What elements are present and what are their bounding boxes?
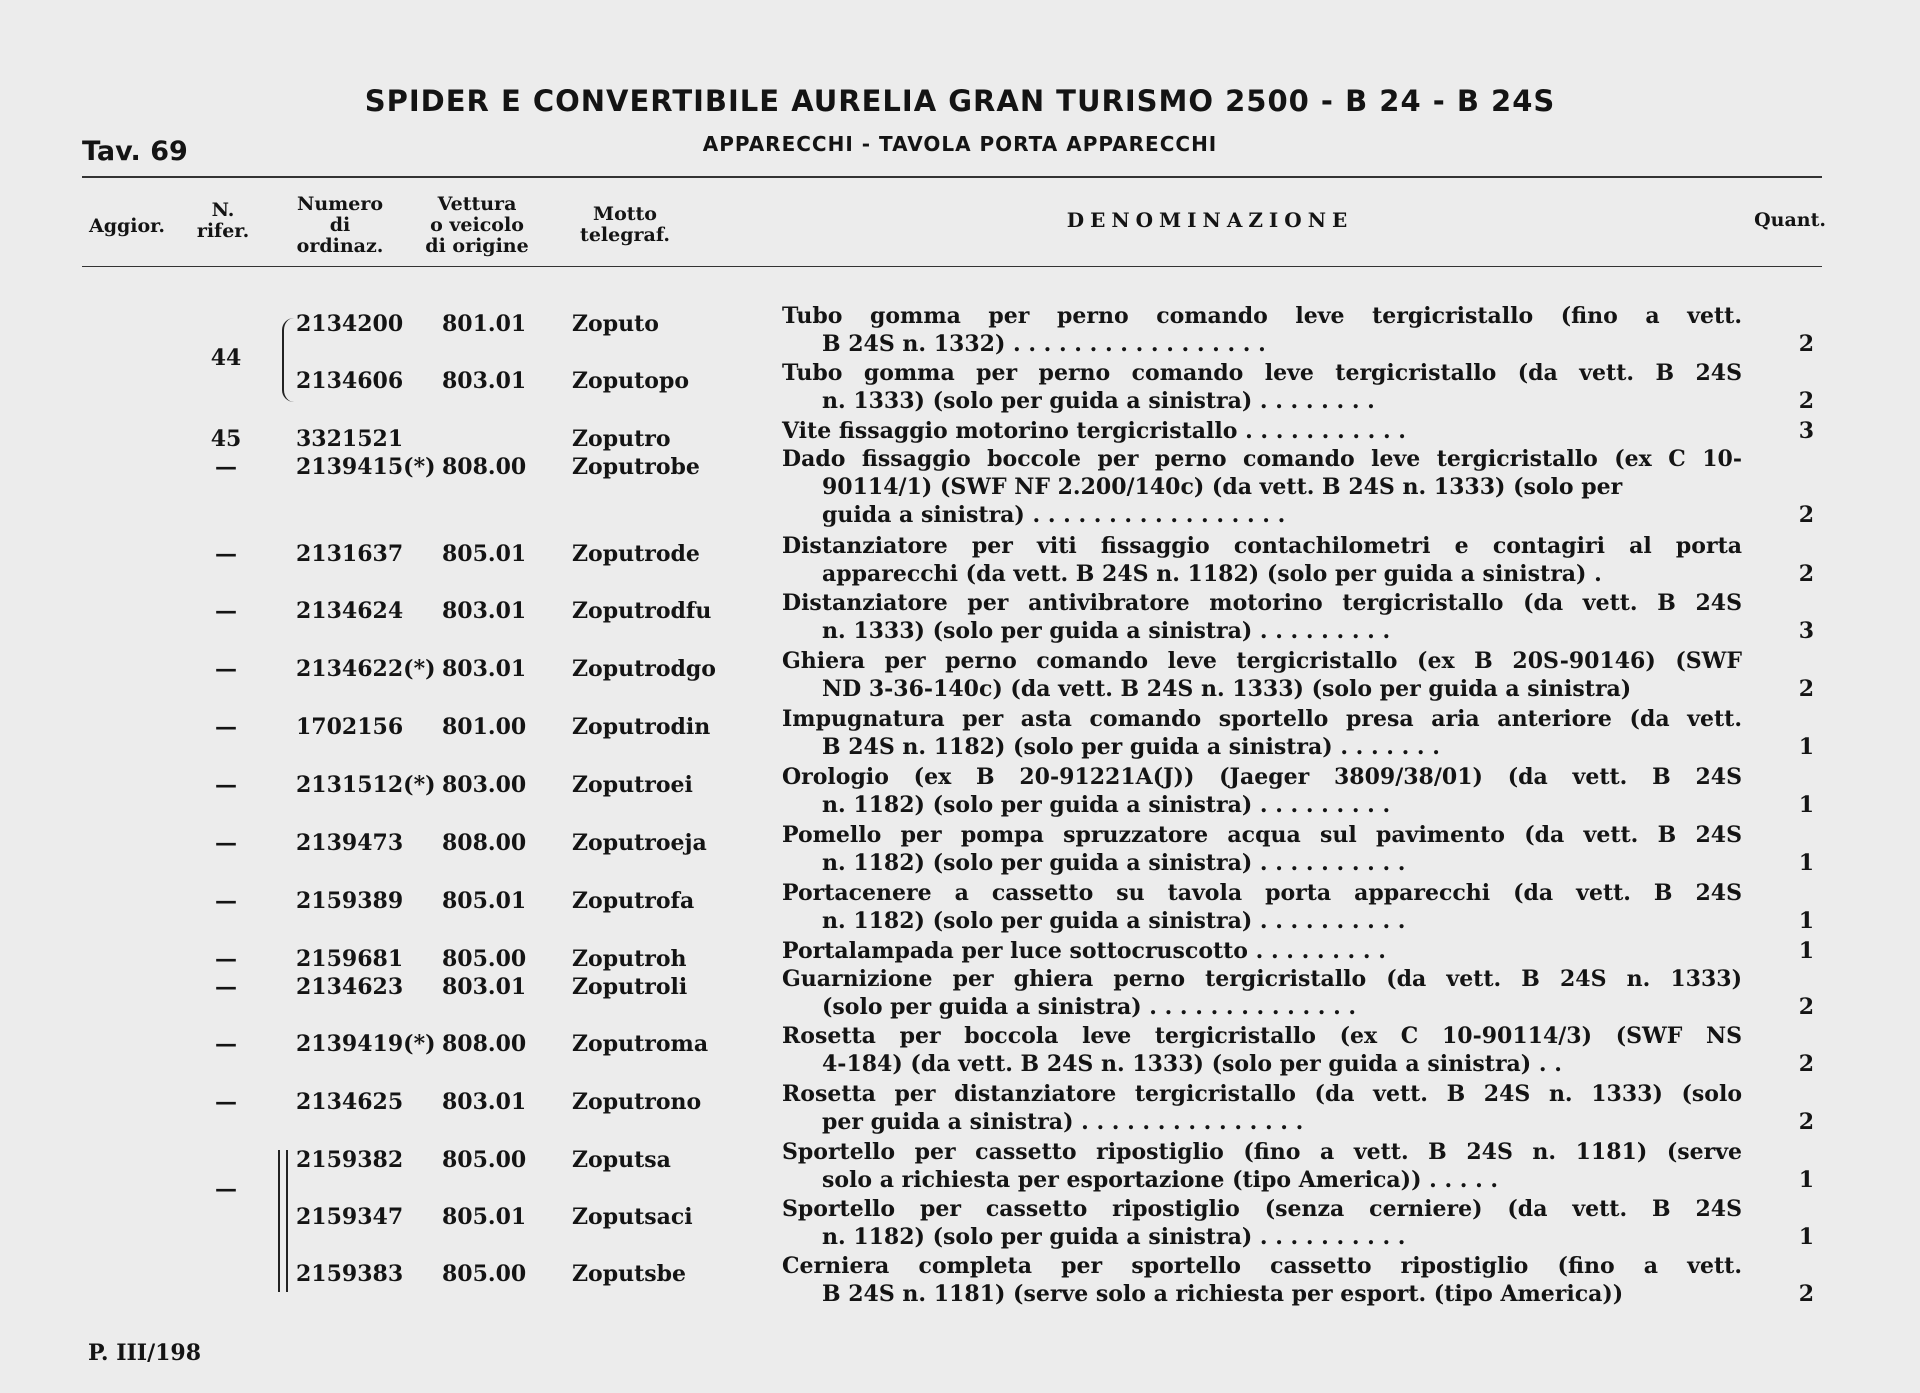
order-number: 3321521 [296, 426, 404, 452]
description-line: Cerniera completa per sportello cassetto ripostiglio (fino a vett. [782, 1253, 1742, 1279]
page-title: SPIDER E CONVERTIBILE AURELIA GRAN TURISMO 2500 - B 24 - B 24S [364, 84, 1556, 118]
ref-number: — [215, 974, 237, 1000]
vehicle-origin: 803.01 [442, 656, 527, 682]
ref-number: — [215, 888, 237, 914]
ref-number: — [215, 656, 237, 682]
ref-number: — [215, 772, 237, 798]
vehicle-origin: 805.00 [442, 1147, 527, 1173]
quantity: 2 [1798, 1281, 1814, 1307]
order-number: 2134200 [296, 311, 404, 337]
ref-number: — [215, 1031, 237, 1057]
group-brace-44 [282, 318, 294, 402]
ref-number: — [215, 1176, 237, 1202]
vehicle-origin: 805.00 [442, 946, 527, 972]
quantity: 2 [1798, 1109, 1814, 1135]
telegraph-code: Zoputrobe [572, 454, 700, 480]
vehicle-origin: 801.01 [442, 311, 527, 337]
order-number: 1702156 [296, 714, 404, 740]
description-line: Tubo gomma per perno comando leve tergicristallo (da vett. B 24S [782, 360, 1742, 386]
ref-number: — [215, 714, 237, 740]
quantity: 1 [1798, 850, 1814, 876]
vehicle-origin: 803.01 [442, 974, 527, 1000]
quantity: 2 [1798, 502, 1814, 528]
description-line: B 24S n. 1181) (serve solo a richiesta per esport. (tipo America)) [822, 1281, 1624, 1307]
part-description [782, 1252, 1742, 1308]
telegraph-code: Zoputroeja [572, 830, 707, 856]
order-number: 2134624 [296, 598, 404, 624]
telegraph-code: Zoputsa [572, 1147, 671, 1173]
description-line: Ghiera per perno comando leve tergicristallo (ex B 20S-90146) (SWF [782, 648, 1742, 674]
vehicle-origin: 801.00 [442, 714, 527, 740]
quantity: 2 [1798, 388, 1814, 414]
vehicle-origin: 808.00 [442, 454, 527, 480]
description-line: Rosetta per distanziatore tergicristallo (da vett. B 24S n. 1333) (solo [782, 1081, 1742, 1107]
quantity: 3 [1798, 618, 1814, 644]
telegraph-code: Zoputro [572, 426, 671, 452]
ref-number: — [215, 454, 237, 480]
description-line: Impugnatura per asta comando sportello presa aria anteriore (da vett. [782, 706, 1742, 732]
telegraph-code: Zoputsaci [572, 1204, 693, 1230]
description-line: B 24S n. 1182) (solo per guida a sinistra) . . . . . . . [822, 734, 1440, 760]
part-description [782, 879, 1742, 935]
quantity: 1 [1798, 1224, 1814, 1250]
order-number: 2134622(*) [296, 656, 436, 682]
part-description [782, 589, 1742, 645]
description-line: (solo per guida a sinistra) . . . . . . . . . . . . . . [822, 994, 1357, 1020]
vehicle-origin: 805.01 [442, 541, 527, 567]
description-line: Vite fissaggio motorino tergicristallo . . . . . . . . . . . [782, 418, 1406, 444]
order-number: 2139473 [296, 830, 404, 856]
ref-number: 45 [210, 426, 242, 452]
vehicle-origin: 803.01 [442, 368, 527, 394]
col-quant: Quant. [1754, 209, 1826, 231]
part-description [782, 302, 1742, 358]
telegraph-code: Zoputopo [572, 368, 690, 394]
col-aggior: Aggior. [88, 215, 166, 237]
order-number: 2131512(*) [296, 772, 436, 798]
quantity: 2 [1798, 676, 1814, 702]
ref-number: 44 [210, 345, 242, 371]
description-line: n. 1182) (solo per guida a sinistra) . . . . . . . . . . [822, 850, 1406, 876]
part-description [782, 705, 1742, 761]
vehicle-origin: 808.00 [442, 1031, 527, 1057]
vehicle-origin: 805.01 [442, 1204, 527, 1230]
description-line: apparecchi (da vett. B 24S n. 1182) (solo per guida a sinistra) . [822, 561, 1602, 587]
vehicle-origin: 803.00 [442, 772, 527, 798]
quantity: 1 [1798, 792, 1814, 818]
col-motto: Motto telegraf. [580, 203, 670, 246]
part-description [782, 821, 1742, 877]
description-line: Orologio (ex B 20-91221A(J)) (Jaeger 3809/38/01) (da vett. B 24S [782, 764, 1742, 790]
quantity: 1 [1798, 734, 1814, 760]
order-number: 2139415(*) [296, 454, 436, 480]
part-description [782, 359, 1742, 415]
part-description [782, 965, 1742, 1021]
description-line: Sportello per cassetto ripostiglio (fino a vett. B 24S n. 1181) (serve [782, 1139, 1742, 1165]
ref-number: — [215, 541, 237, 567]
group-bar-outer [278, 1150, 280, 1292]
quantity: 2 [1798, 561, 1814, 587]
quantity: 3 [1798, 418, 1814, 444]
description-line: 4-184) (da vett. B 24S n. 1333) (solo per guida a sinistra) . . [822, 1051, 1562, 1077]
order-number: 2134625 [296, 1089, 404, 1115]
vehicle-origin: 805.01 [442, 888, 527, 914]
order-number: 2159389 [296, 888, 404, 914]
vehicle-origin: 808.00 [442, 830, 527, 856]
ref-number: — [215, 1089, 237, 1115]
order-number: 2159347 [296, 1204, 404, 1230]
telegraph-code: Zoputrofa [572, 888, 695, 914]
part-description [782, 445, 1742, 529]
table-number: Tav. 69 [82, 136, 188, 167]
group-bar-inner [286, 1150, 288, 1292]
col-numero: Numero di ordinaz. [296, 193, 384, 257]
order-number: 2159681 [296, 946, 404, 972]
description-line: Rosetta per boccola leve tergicristallo (ex C 10-90114/3) (SWF NS [782, 1023, 1742, 1049]
telegraph-code: Zoputrodin [572, 714, 711, 740]
quantity: 1 [1798, 1167, 1814, 1193]
description-line: n. 1182) (solo per guida a sinistra) . . . . . . . . . [822, 792, 1391, 818]
order-number: 2159382 [296, 1147, 404, 1173]
description-line: Tubo gomma per perno comando leve tergicristallo (fino a vett. [782, 303, 1742, 329]
description-line: n. 1333) (solo per guida a sinistra) . . . . . . . . [822, 388, 1375, 414]
description-line: Distanziatore per viti fissaggio contachilometri e contagiri al porta [782, 533, 1742, 559]
telegraph-code: Zoputsbe [572, 1261, 687, 1287]
order-number: 2134606 [296, 368, 404, 394]
description-line: Portacenere a cassetto su tavola porta apparecchi (da vett. B 24S [782, 880, 1742, 906]
telegraph-code: Zoputroei [572, 772, 693, 798]
telegraph-code: Zoputrode [572, 541, 700, 567]
telegraph-code: Zoputrono [572, 1089, 702, 1115]
col-rifer: N. rifer. [196, 199, 250, 242]
col-denominazione: DENOMINAZIONE [1066, 208, 1354, 232]
part-description [782, 1022, 1742, 1078]
page-number: P. III/198 [88, 1340, 202, 1366]
part-description [782, 937, 1742, 965]
part-description [782, 417, 1742, 445]
part-description [782, 1138, 1742, 1194]
description-line: ND 3-36-140c) (da vett. B 24S n. 1333) (solo per guida a sinistra) [822, 676, 1632, 702]
description-line: Distanziatore per antivibratore motorino tergicristallo (da vett. B 24S [782, 590, 1742, 616]
part-description [782, 1195, 1742, 1251]
part-description [782, 532, 1742, 588]
quantity: 1 [1798, 938, 1814, 964]
order-number: 2139419(*) [296, 1031, 436, 1057]
telegraph-code: Zoputroma [572, 1031, 709, 1057]
description-line: Guarnizione per ghiera perno tergicristallo (da vett. B 24S n. 1333) [782, 966, 1742, 992]
telegraph-code: Zoputrodfu [572, 598, 712, 624]
telegraph-code: Zoputroli [572, 974, 688, 1000]
description-line: Sportello per cassetto ripostiglio (senza cerniere) (da vett. B 24S [782, 1196, 1742, 1222]
description-line: n. 1182) (solo per guida a sinistra) . . . . . . . . . . [822, 908, 1406, 934]
part-description [782, 1080, 1742, 1136]
description-line: 90114/1) (SWF NF 2.200/140c) (da vett. B 24S n. 1333) (solo per [822, 474, 1623, 500]
order-number: 2134623 [296, 974, 404, 1000]
ref-number: — [215, 946, 237, 972]
vehicle-origin: 803.01 [442, 1089, 527, 1115]
vehicle-origin: 803.01 [442, 598, 527, 624]
col-vettura: Vettura o veicolo di origine [425, 193, 529, 257]
part-description [782, 647, 1742, 703]
order-number: 2159383 [296, 1261, 404, 1287]
order-number: 2131637 [296, 541, 404, 567]
description-line: Portalampada per luce sottocruscotto . . . . . . . . . [782, 938, 1386, 964]
telegraph-code: Zoputo [572, 311, 659, 337]
description-line: B 24S n. 1332) . . . . . . . . . . . . . . . . . [822, 331, 1266, 357]
quantity: 1 [1798, 908, 1814, 934]
telegraph-code: Zoputrodgo [572, 656, 716, 682]
part-description [782, 763, 1742, 819]
telegraph-code: Zoputroh [572, 946, 687, 972]
description-line: per guida a sinistra) . . . . . . . . . . . . . . . [822, 1109, 1304, 1135]
page-subtitle: APPARECCHI - TAVOLA PORTA APPARECCHI [702, 132, 1218, 156]
description-line: solo a richiesta per esportazione (tipo America)) . . . . . [822, 1167, 1499, 1193]
vehicle-origin: 805.00 [442, 1261, 527, 1287]
quantity: 2 [1798, 1051, 1814, 1077]
description-line: Pomello per pompa spruzzatore acqua sul pavimento (da vett. B 24S [782, 822, 1742, 848]
ref-number: — [215, 598, 237, 624]
quantity: 2 [1798, 994, 1814, 1020]
description-line: guida a sinistra) . . . . . . . . . . . . . . . . . [822, 502, 1286, 528]
quantity: 2 [1798, 331, 1814, 357]
description-line: Dado fissaggio boccole per perno comando leve tergicristallo (ex C 10- [782, 446, 1742, 472]
description-line: n. 1333) (solo per guida a sinistra) . . . . . . . . . [822, 618, 1391, 644]
ref-number: — [215, 830, 237, 856]
description-line: n. 1182) (solo per guida a sinistra) . . . . . . . . . . [822, 1224, 1406, 1250]
